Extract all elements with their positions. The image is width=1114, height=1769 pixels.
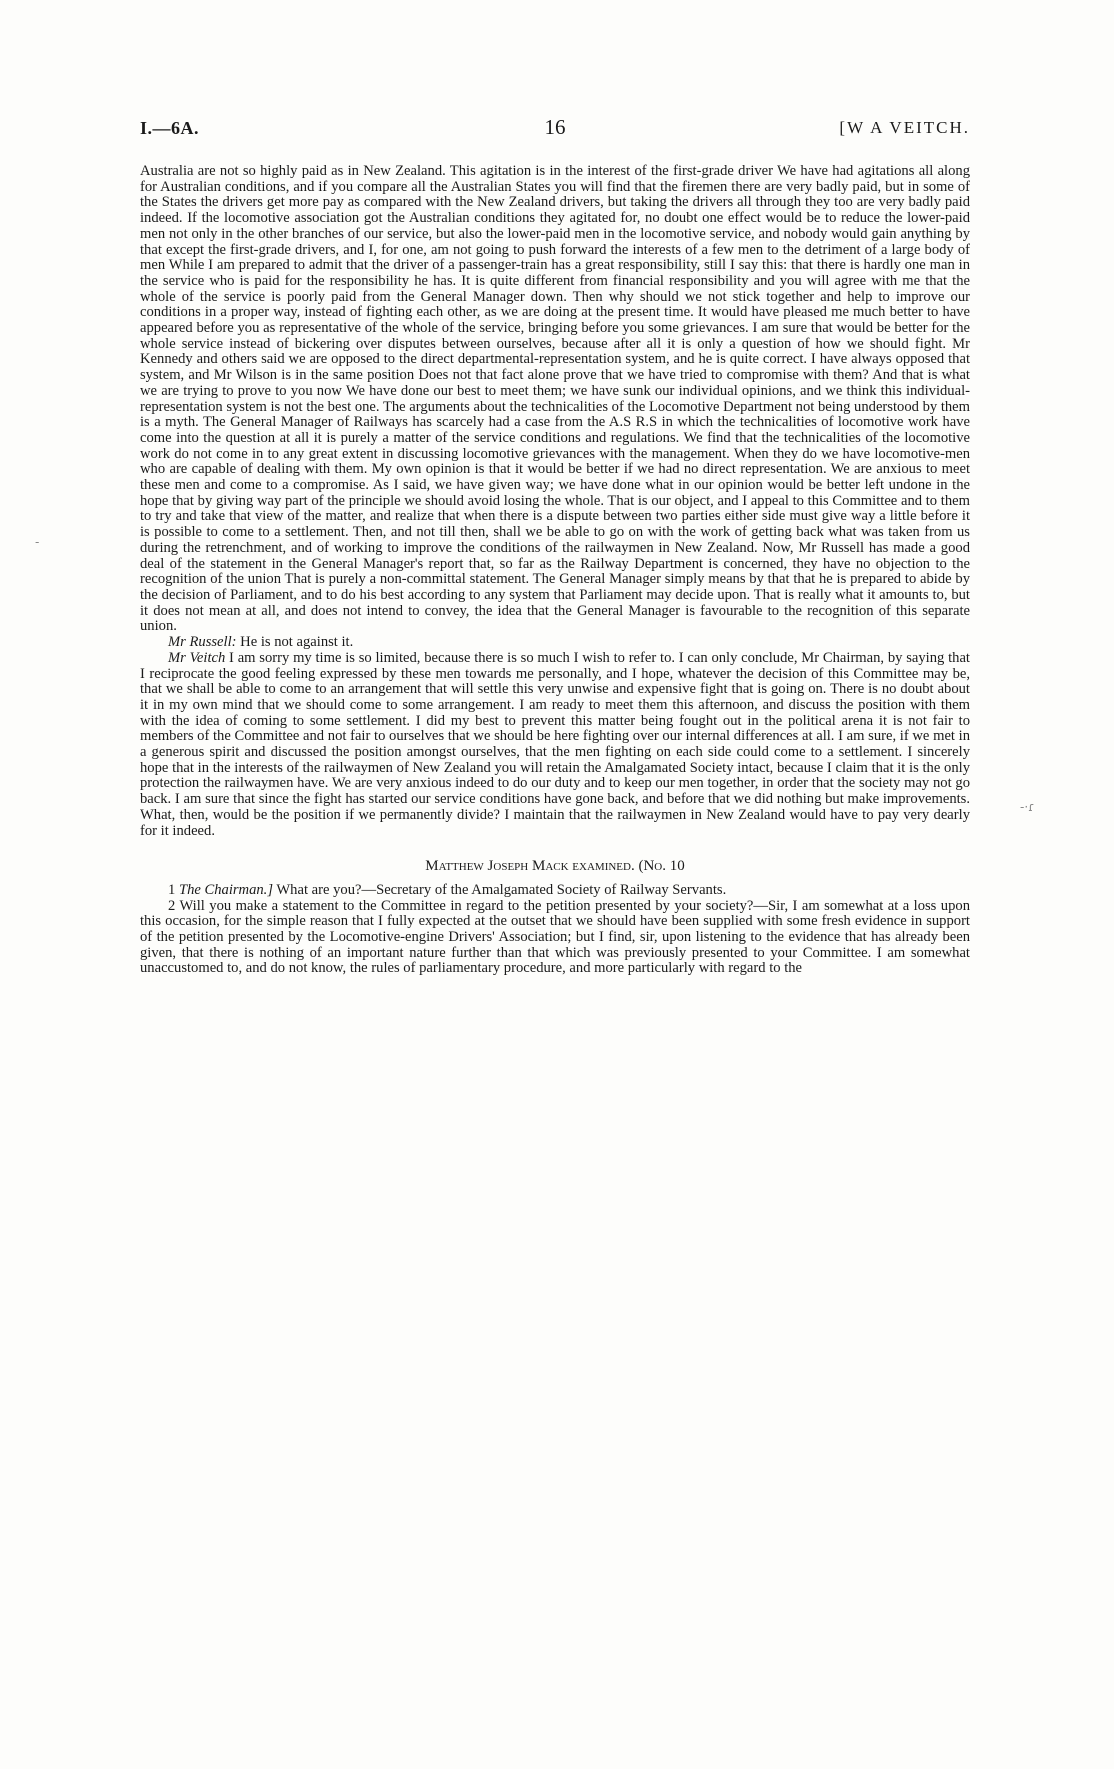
question-2: [140, 899, 970, 978]
section-gap: [140, 839, 970, 859]
speaker-name: Mr Veitch: [168, 649, 226, 666]
veitch-continuation-paragraph: Australia are not so highly paid as in New Zealand. This agitation is in the interest of the first-grade driver We have had agitations all along for Australian conditions, and if you compare all the Australian States you will find that the firemen there are very badly paid, but in some of the States the drivers get more pay as compared with the New Zealand drivers, but taking the drivers all through they too are very badly paid indeed. If the locomotive association got the Australian conditions they agitated for, no doubt one effect would be to reduce the lower-paid men not only in the other branches of our service, but also the lower-paid men in the locomotive service, and nobody would gain anything by that except the first-grade drivers, and I, for one, am not going to push forward the interests of a few men to the detriment of a large body of men While I am prepared to admit that the driver of a passenger-train has a great responsibility, still I say this: that there is hardly one man in the service who is paid for the responsibility he has. It is quite different from financial responsibility and you will agree with me that the whole of the service is poorly paid from the General Manager down. Then why should we not stick together and help to improve our conditions in a proper way, instead of fighting each other, as we are doing at the present time. It would have pleased me much better to have appeared before you as representative of the whole of the service, bringing before you some grievances. I am sure that would be better for the whole service instead of bickering over disputes between ourselves, because after all it is only a question of how we should fight. Mr Kennedy and others said we are opposed to the direct departmental-representation system, and he is quite correct. I have always opposed that system, and Mr Wilson is in the same position Does not that fact alone prove that we have tried to compromise with them? And that is what we are trying to prove to you now We have done our best to meet them; we have sunk our individual opinions, and we think this individual-representation system is not the best one. The arguments about the technicalities of the Locomotive Department not being understood by them is a myth. The General Manager of Railways has scarcely had a case from the A.S R.S in which the technicalities of locomotive work have come into the question at all it is purely a matter of the service conditions and regulations. We find that the technicalities of the locomotive work do not come in to any great extent in discussing locomotive grievances with the management. When they do we have locomotive-men who are capable of dealing with them. My own opinion is that it would be better if we had no direct representation. We are anxious to meet these men and come to a compromise. As I said, we have given way; we have done what in our opinion would be better left undone in the hope that by giving way part of the principle we should avoid losing the whole. That is our object, and I appeal to this Committee and to them to try and take that view of the matter, and realize that when there is a dispute between two parties either side must give way a little before it is possible to come to a settlement. Then, and not till then, shall we be able to go on with the work of getting back what was taken from us during the retrenchment, and of working to improve the conditions of the railwaymen in New Zealand. Now, Mr Russell has made a good deal of the statement in the General Manager's report that, so far as the Railway Department is concerned, they have no objection to the recognition of the union That is purely a non-committal statement. The General Manager simply means by that that he is prepared to abide by the decision of Parliament, and to do his best according to any system that Parliament may decide upon. That is really what it amounts to, but it does not mean at all, and does not intend to convey, the idea that the General Manager is favourable to the recognition of this separate union.: [140, 163, 970, 635]
margin-speck: -·ɾ: [1020, 800, 1035, 814]
witness-running-head: [W A VEITCH.: [839, 118, 970, 137]
page-header: [140, 115, 970, 150]
paper-reference: I.—6A.: [140, 118, 200, 138]
margin-speck: -: [35, 535, 40, 549]
veitch-closing-text: I am sorry my time is so limited, because there is so much I wish to refer to. I can only conclude, Mr Chairman, by saying that I reciprocate the good feeling expressed by these men towards me personally, and I hope, whatever the decision of this Committee may be, that we shall be able to come to an arrangement that will settle this very unwise and expensive fight that is going on. There is no doubt about it in my own mind that we should come to some arrangement. I am ready to meet them this afternoon, and discuss the position with them with the idea of coming to some settlement. I did my best to prevent this matter being fought out in the political arena it is not fair to members of the Committee and not fair to ourselves that we should be here fighting over our internal differences at all. I am sure, if we met in a generous spirit and discussed the position amongst ourselves, that the men fighting on each side could come to a settlement. I sincerely hope that in the interests of the railwaymen of New Zealand you will retain the Amalgamated Society intact, because I claim that it is the only protection the railwaymen have. We are very anxious indeed to do our duty and to keep our men together, in order that the society may not go back. I am sure that since the fight has started our service conditions have gone back, and before that we did nothing but make improvements. What, then, would be the position if we permanently divide? I maintain that the railwaymen in New Zealand would have to pay very dearly for it indeed.: [140, 649, 970, 839]
question-text: Will you make a statement to the Committee in regard to the petition presented by your society?—Sir, I am somewhat at a loss upon this occasion, for the simple reason that I fully expected at the outset that we should have been supplied with some fresh evidence in support of the petition presented by the Locomotive-engine Drivers' Association; but I find, sir, upon listening to the evidence that has already been given, that there is nothing of an important nature further than that which was previously presented to your Committee. I am somewhat unaccustomed to, and do not know, the rules of parliamentary procedure, and more particularly with regard to the: [140, 897, 970, 977]
veitch-closing-paragraph: [140, 651, 970, 839]
page-number: 16: [544, 115, 566, 139]
question-number: 1: [168, 881, 176, 898]
russell-interjection: [140, 635, 970, 651]
question-1: [140, 883, 970, 899]
question-number: 2: [168, 897, 176, 914]
interjection-text: He is not against it.: [236, 634, 354, 651]
speaker-name: The Chairman.]: [178, 881, 274, 898]
page-body: [140, 164, 970, 977]
speaker-name: Mr Russell:: [168, 634, 237, 651]
question-text: What are you?—Secretary of the Amalgamated Society of Railway Servants.: [273, 881, 727, 898]
witness-heading: Matthew Joseph Mack examined. (No. 10: [425, 858, 685, 875]
